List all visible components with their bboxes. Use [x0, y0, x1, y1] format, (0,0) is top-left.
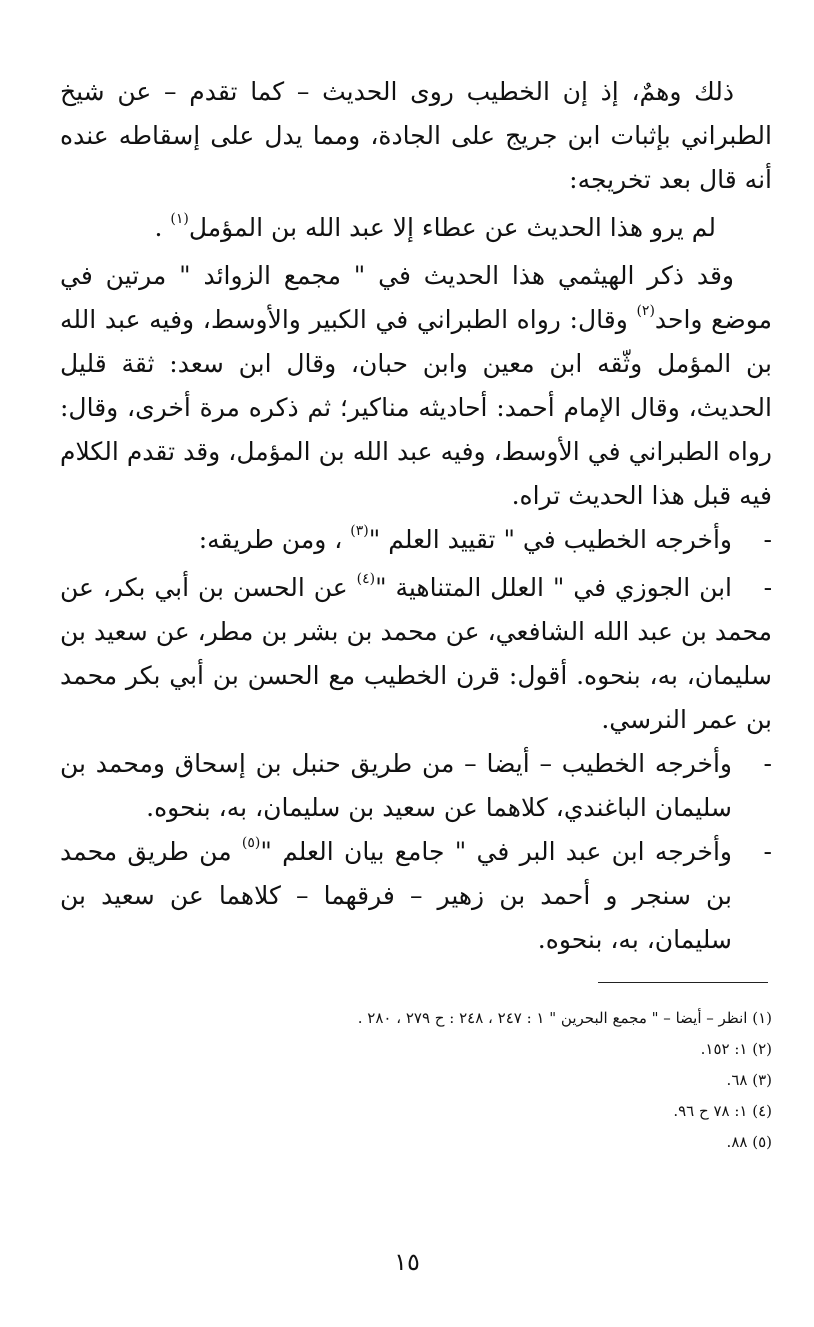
footnote-4: (٤) ١: ٧٨ ح ٩٦.: [673, 1102, 772, 1120]
list-item-2-part-b: عن الحسن بن أبي بكر، عن محمد بن عبد الله الشافعي، عن محمد بن بشر بن مطر، عن سعيد بن سليمان، به، بنحوه. أقول: قرن الخطيب مع الحسن بن أبي بكر محمد بن عمر النرسي.: [60, 573, 772, 734]
list-item-1: [60, 518, 772, 562]
paragraph-2: [60, 254, 772, 518]
footnote-ref-5: (٥): [241, 834, 261, 851]
quotation-text: لم يرو هذا الحديث عن عطاء إلا عبد الله بن المؤمل: [188, 213, 716, 242]
list-item-1-part-a: وأخرجه الخطيب في " تقييد العلم ": [368, 525, 732, 554]
footnote-1: (١) انظر – أيضا – " مجمع البحرين " ١ : ٢٤٧ ، ٢٤٨ : ح ٢٧٩ ، ٢٨٠ .: [357, 1009, 772, 1027]
footnote-separator: [598, 982, 768, 983]
list-item-4: [60, 830, 772, 962]
list-item-1-part-b: ، ومن طريقه:: [198, 525, 343, 554]
footnote-3: (٣) ٦٨.: [726, 1071, 772, 1089]
list-item-3-text: وأخرجه الخطيب – أيضا – من طريق حنبل بن إسحاق ومحمد بن سليمان الباغندي، كلاهما عن سعيد بن سليمان، به، بنحوه.: [60, 749, 732, 822]
footnote-ref-4: (٤): [356, 570, 376, 587]
list-dash: -: [763, 573, 773, 602]
list-dash: -: [763, 837, 772, 866]
footnotes: [60, 1003, 772, 1158]
footnote-ref-1: (١): [170, 210, 189, 227]
list-item-1-text: [60, 518, 732, 562]
list-dash: -: [763, 525, 772, 554]
list-item-4-part-a: وأخرجه ابن عبد البر في " جامع بيان العلم ": [260, 837, 733, 866]
quotation-end: .: [154, 213, 163, 242]
paragraph-1: ذلك وهمٌ، إذ إن الخطيب روى الحديث – كما تقدم – عن شيخ الطبراني بإثبات ابن جريج على الجادة، ومما يدل على إسقاطه عنده أنه قال بعد تخريجه:: [60, 77, 772, 194]
list-item-2: [60, 566, 772, 742]
list-item-4-text: [60, 830, 732, 962]
list-item-3: [60, 742, 772, 830]
footnote-2: (٢) ١: ١٥٢.: [700, 1040, 772, 1058]
list-item-4-part-b: من طريق محمد بن سنجر و أحمد بن زهير – فرقهما – كلاهما عن سعيد بن سليمان، به، بنحوه.: [60, 837, 732, 954]
paragraph-2-part-b: وقال: رواه الطبراني في الكبير والأوسط، وفيه عبد الله بن المؤمل وثّقه ابن معين وابن حبان، وقال ابن سعد: ثقة قليل الحديث، وقال الإمام أحمد: أحاديثه مناكير؛ ثم ذكره مرة أخرى، وقال: رواه الطبراني في الأوسط، وفيه عبد الله بن المؤمل، وقد تقدم الكلام فيه قبل هذا الحديث تراه.: [60, 305, 772, 510]
list-item-2-part-a: ابن الجوزي في " العلل المتناهية ": [375, 573, 733, 602]
quotation-line: [60, 206, 772, 250]
footnote-5: (٥) ٨٨.: [726, 1133, 772, 1151]
list-dash: -: [763, 749, 772, 778]
footnote-ref-3: (٣): [350, 522, 369, 539]
paragraph-2-part-a: وقد ذكر الهيثمي هذا الحديث في " مجمع الزوائد " مرتين في موضع واحد: [60, 261, 772, 334]
page-number: ١٥: [394, 1248, 420, 1276]
main-text: [60, 70, 772, 962]
footnote-ref-2: (٢): [636, 302, 655, 319]
